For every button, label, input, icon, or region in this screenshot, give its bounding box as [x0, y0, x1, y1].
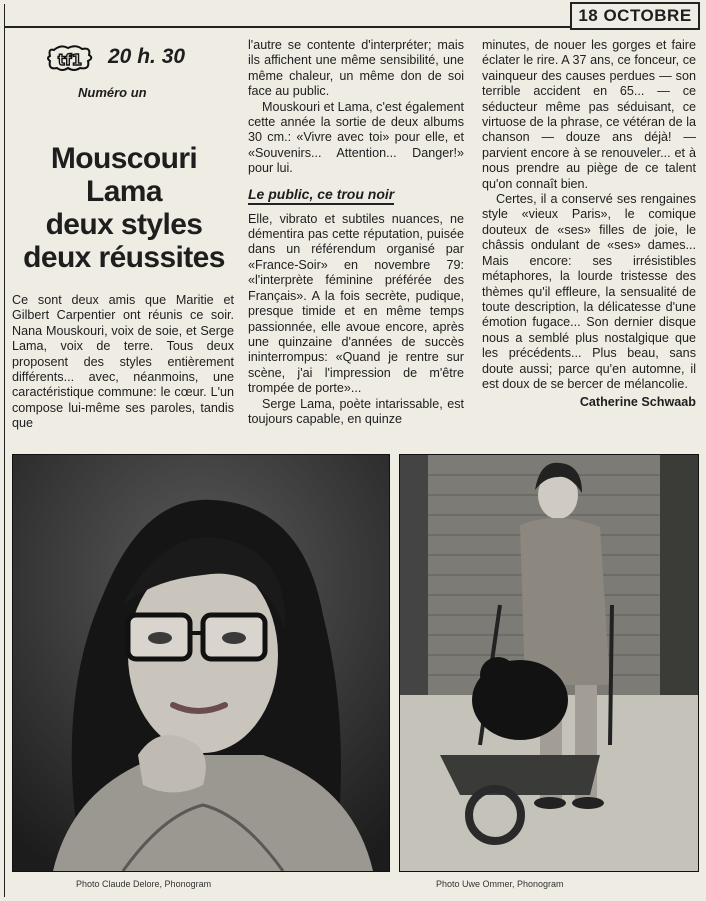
portrait-illustration: [13, 455, 389, 871]
paragraph: Certes, il a conservé ses rengaines style «vieux Paris», le comique douteux de «ses» filles de joie, le châssis ondulant de «ses» dames... Mais encore: ses irrésistibles métaphores, la lourde tristesse des thèmes qu'il effleure, la sensualité de toute description, la délicatesse d'une émotion fugace... Son dernier disque nous a semblé plus nostalgique que les précédents... Plus beau, sans doute aussi; parce qu'en automne, il est doux de se bercer de mélancolie.: [482, 192, 696, 391]
section-subhead: Le public, ce trou noir: [248, 186, 394, 205]
paragraph: Serge Lama, poète intarissable, est toujours capable, en quinze: [248, 396, 464, 426]
paragraph: Elle, vibrato et subtiles nuances, ne démentira pas cette réputation, puisée dans un référendum organisé par «France-Soir» en novembre 79: «l'interprète féminine préférée des Français». A la fois secrète, pudique, presque timide et en même temps passionnée, elle avoue encore, après une quinzaine d'années de succès ininterrompus: «Quand je rentre sur scène, j'ai l'impression de m'être trompée de porte»...: [248, 211, 464, 396]
photo-credit: Photo Uwe Ommer, Phonogram: [436, 879, 564, 889]
byline: Catherine Schwaab: [579, 395, 696, 410]
paragraph: l'autre se contente d'interpréter; mais ils affichent une même sensibilité, une même chaleur, un même don de soi face au public.: [248, 38, 464, 99]
broadcast-time: 20 h. 30: [108, 45, 186, 68]
header-rule: [4, 26, 572, 28]
article-column-2: [248, 38, 464, 427]
paragraph: minutes, de nouer les gorges et faire éclater le rire. A 37 ans, ce fonceur, ce vainqueur des causes perdues — son terrible accident en 65... — ce séducteur même pas séduisant, ce virtuose de la phrase, ce vétéran de la chanson — douze ans déjà! — parvient encore à se renouveler... et à nous prendre au piège de ce talent qu'on connaît bien.: [482, 38, 696, 191]
svg-text:tf1: tf1: [57, 51, 83, 69]
date-header: 18 OCTOBRE: [570, 2, 700, 30]
wheelbarrow-illustration: [400, 455, 698, 871]
portrait-photo: [12, 454, 390, 872]
program-name: Numéro un: [78, 85, 147, 100]
photo-credit: Photo Claude Delore, Phonogram: [76, 879, 212, 889]
article-column-1: [12, 293, 234, 432]
paragraph: Mouskouri et Lama, c'est également cette année la sortie de deux albums 30 cm.: «Vivre avec toi» pour elle, et «Souvenirs... Attention... Danger!» pour lui.: [248, 99, 464, 176]
headline: [8, 142, 240, 274]
wheelbarrow-photo: [399, 454, 699, 872]
headline-line: deux styles: [45, 208, 203, 241]
paragraph: Ce sont deux amis que Maritie et Gilbert Carpentier ont réunis ce soir. Nana Mouskouri, voix de soie, et Serge Lama, voix de terre. Tous deux proposent des styles entièrement différents... avec, néanmoins, une caractéristique commune: le cœur. L'un compose lui-même ses paroles, tandis que: [12, 293, 234, 431]
headline-line: Mouscouri: [50, 142, 198, 175]
headline-line: Lama: [86, 175, 162, 208]
article-column-3: [482, 38, 696, 411]
tf1-logo: [44, 44, 96, 74]
headline-line: deux réussites: [23, 241, 225, 274]
